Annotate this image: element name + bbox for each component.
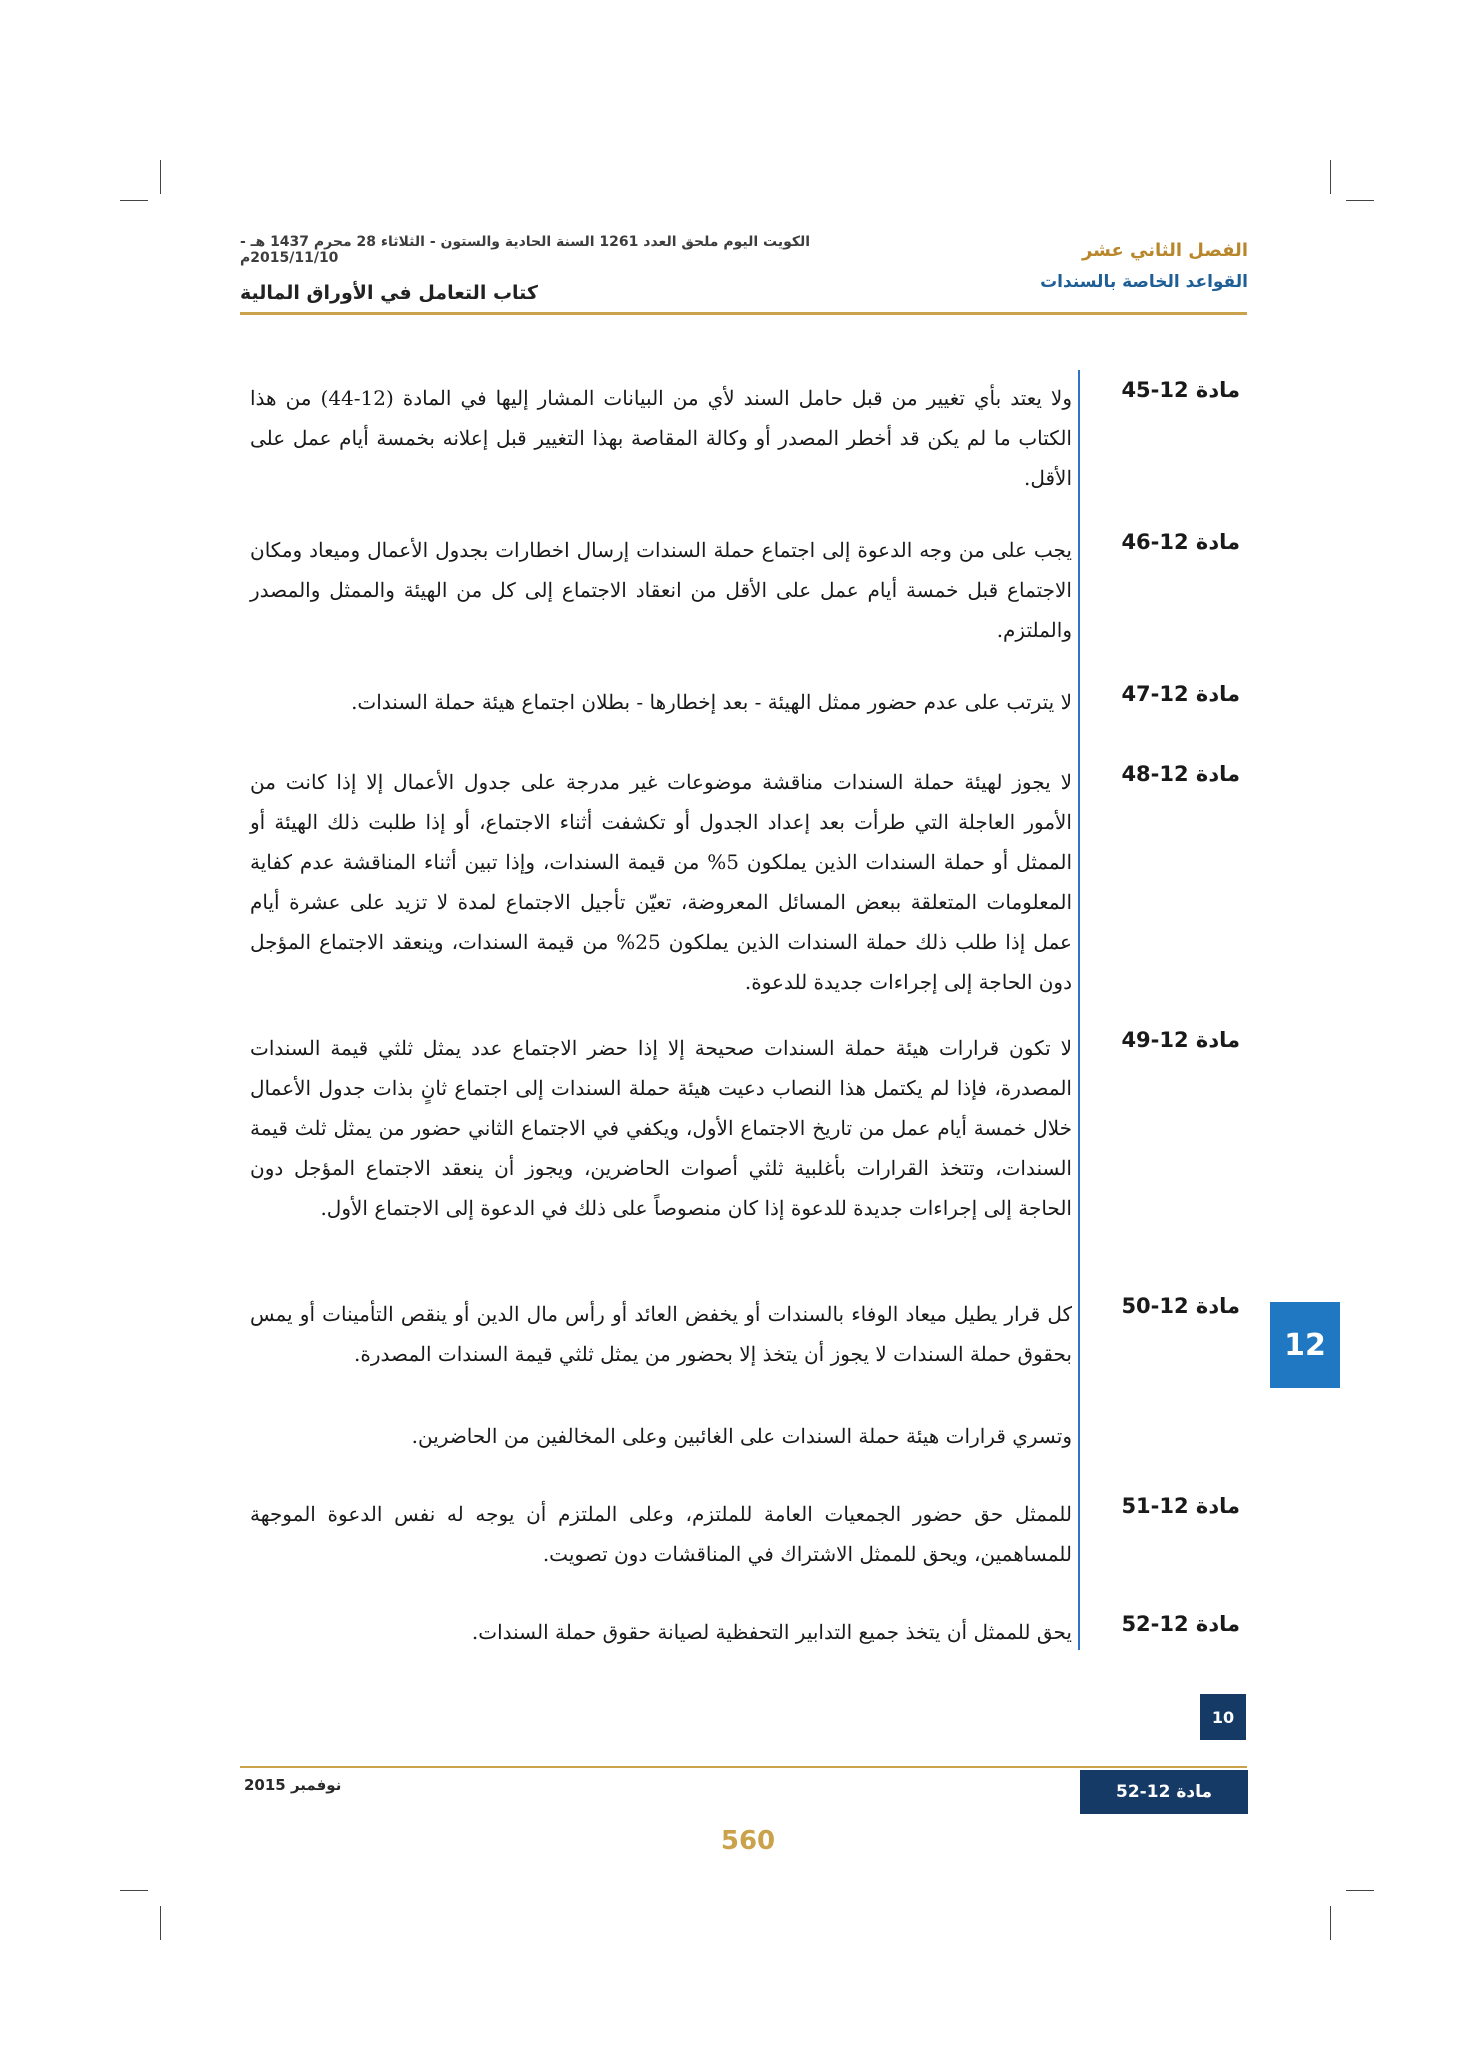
article-text: كل قرار يطيل ميعاد الوفاء بالسندات أو يخفض العائد أو رأس مال الدين أو ينقص التأمينات أو يمس بحقوق حملة السندات لا يجوز أن يتخذ إلا بحضور من يمثل ثلثي قيمة السندات المصدرة. <box>250 1302 1072 1366</box>
crop-mark <box>1346 200 1374 201</box>
section-title: القواعد الخاصة بالسندات <box>1040 272 1248 292</box>
article-text-continued: وتسري قرارات هيئة حملة السندات على الغائبين وعلى المخالفين من الحاضرين. <box>411 1424 1072 1448</box>
article-49 <box>250 1028 1250 1220</box>
footer-rule <box>240 1766 1247 1768</box>
crop-mark <box>120 1890 148 1891</box>
crop-mark <box>1346 1890 1374 1891</box>
article-label: مادة 12-50 <box>1121 1294 1240 1318</box>
gazette-line: الكويت اليوم ملحق العدد 1261 السنة الحادية والستون - الثلاثاء 28 محرم 1437 هـ - 2015/11/10م <box>240 234 811 266</box>
article-label: مادة 12-51 <box>1121 1494 1240 1518</box>
article-text: يحق للممثل أن يتخذ جميع التدابير التحفظية لصيانة حقوق حملة السندات. <box>471 1620 1072 1644</box>
chapter-title: الفصل الثاني عشر <box>1081 240 1248 261</box>
crop-mark <box>120 200 148 201</box>
article-47 <box>250 682 1250 714</box>
article-text: يجب على من وجه الدعوة إلى اجتماع حملة السندات إرسال اخطارات بجدول الأعمال وميعاد ومكان الاجتماع قبل خمسة أيام عمل على الأقل من انعقاد الاجتماع إلى كل من الهيئة والممثل والمصدر والملتزم. <box>250 538 1072 642</box>
article-text: ولا يعتد بأي تغيير من قبل حامل السند لأي من البيانات المشار إليها في المادة (12-44) من هذا الكتاب ما لم يكن قد أخطر المصدر أو وكالة المقاصة بهذا التغيير قبل إعلانه بخمسة أيام عمل على الأقل. <box>250 386 1072 490</box>
article-text: لا يجوز لهيئة حملة السندات مناقشة موضوعات غير مدرجة على جدول الأعمال إلا إذا كانت من الأمور العاجلة التي طرأت بعد إعداد الجدول أو تكشفت أثناء الاجتماع، أو إذا طلبت ذلك الهيئة أو الممثل أو حملة السندات الذين يملكون 5% من قيمة السندات، وإذا تبين أثناء المناقشة عدم كفاية المعلومات المتعلقة ببعض المسائل المعروضة، تعيّن تأجيل الاجتماع لمدة لا تزيد على عشرة أيام عمل إذا طلب ذلك حملة السندات الذين يملكون 25% من قيمة السندات، وينعقد الاجتماع المؤجل دون الحاجة إلى إجراءات جديدة للدعوة. <box>250 770 1073 994</box>
gazette-page-number: 560 <box>720 1826 776 1856</box>
footer-date: نوفمبر 2015 <box>244 1776 342 1794</box>
article-45 <box>250 378 1250 490</box>
crop-mark <box>1330 1906 1331 1940</box>
article-text: لا يترتب على عدم حضور ممثل الهيئة - بعد إخطارها - بطلان اجتماع هيئة حملة السندات. <box>351 690 1072 714</box>
article-text: لا تكون قرارات هيئة حملة السندات صحيحة إلا إذا حضر الاجتماع عدد يمثل ثلثي قيمة السندات المصدرة، فإذا لم يكتمل هذا النصاب دعيت هيئة حملة السندات إلى اجتماع ثانٍ بذات جدول الأعمال خلال خمسة أيام عمل من تاريخ الاجتماع الأول، ويكفي في الاجتماع الثاني حضور من يمثل ثلث قيمة السندات، وتتخذ القرارات بأغلبية ثلثي أصوات الحاضرين، ويجوز أن ينعقد الاجتماع المؤجل دون الحاجة إلى إجراءات جديدة للدعوة إذا كان منصوصاً على ذلك في الدعوة إلى الاجتماع الأول. <box>250 1036 1072 1220</box>
crop-mark <box>160 1906 161 1940</box>
article-50 <box>250 1294 1250 1448</box>
crop-mark <box>160 160 161 194</box>
content-divider <box>1078 370 1080 1650</box>
article-text: للممثل حق حضور الجمعيات العامة للملتزم، وعلى الملتزم أن يوجه له نفس الدعوة الموجهة للمساهمين، ويحق للممثل الاشتراك في المناقشات دون تصويت. <box>250 1502 1072 1566</box>
article-label: مادة 12-48 <box>1121 762 1240 786</box>
article-label: مادة 12-52 <box>1121 1612 1240 1636</box>
article-46 <box>250 530 1250 642</box>
article-48 <box>250 762 1250 994</box>
article-range-label: مادة 12-52 <box>1080 1770 1248 1814</box>
article-label: مادة 12-46 <box>1121 530 1240 554</box>
article-label: مادة 12-49 <box>1121 1028 1240 1052</box>
header-rule <box>240 312 1247 315</box>
page-number-box: 10 <box>1200 1694 1246 1740</box>
article-label: مادة 12-47 <box>1121 682 1240 706</box>
chapter-tab: 12 <box>1270 1302 1340 1388</box>
crop-mark <box>1330 160 1331 194</box>
article-52 <box>250 1612 1250 1644</box>
article-label: مادة 12-45 <box>1121 378 1240 402</box>
book-title: كتاب التعامل في الأوراق المالية <box>240 282 538 304</box>
article-51 <box>250 1494 1250 1566</box>
